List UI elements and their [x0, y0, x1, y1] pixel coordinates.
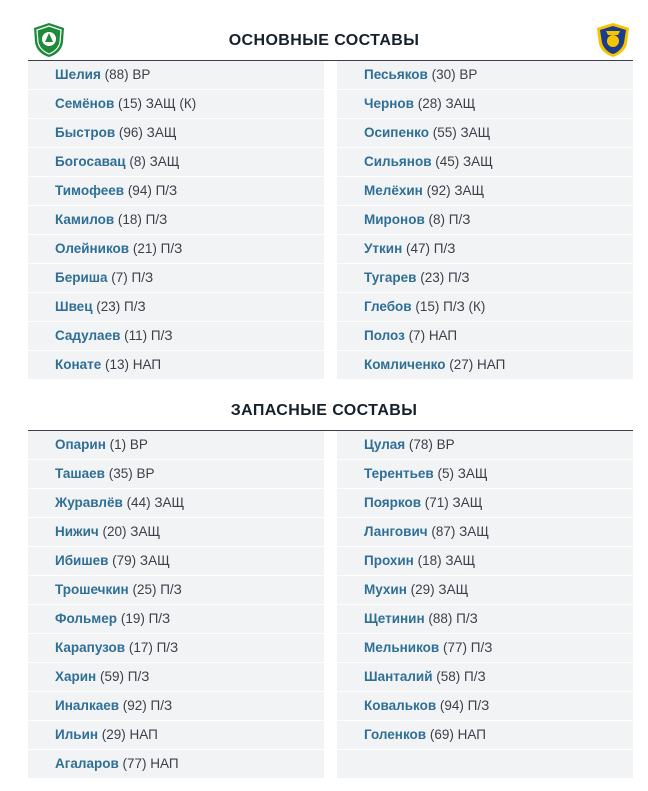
player-name-link[interactable]: Бериша	[55, 270, 108, 285]
player-number-position: (19) П/З	[120, 611, 171, 626]
player-name-link[interactable]: Сильянов	[364, 154, 432, 169]
player-number-position: (15) П/З (К)	[415, 299, 486, 314]
player-name-link[interactable]: Полоз	[364, 328, 405, 343]
player-name-link[interactable]: Комличенко	[364, 357, 446, 372]
player-name-link[interactable]: Опарин	[55, 437, 106, 452]
player-number-position: (1) ВР	[109, 437, 148, 452]
player-row	[28, 177, 324, 205]
player-name-link[interactable]: Глебов	[364, 299, 412, 314]
player-name-link[interactable]: Песьяков	[364, 67, 428, 82]
player-number-position: (7) НАП	[408, 328, 458, 343]
player-number-position: (35) ВР	[108, 466, 155, 481]
player-row	[337, 119, 633, 147]
player-name-link[interactable]: Быстров	[55, 125, 116, 140]
player-number-position: (92) П/З	[122, 698, 173, 713]
player-row	[337, 489, 633, 517]
player-name-link[interactable]: Садулаев	[55, 328, 121, 343]
player-row	[28, 547, 324, 575]
player-row	[337, 293, 633, 321]
player-number-position: (78) ВР	[408, 437, 455, 452]
player-name-link[interactable]: Осипенко	[364, 125, 429, 140]
player-number-position: (23) П/З	[96, 299, 146, 314]
player-name-link[interactable]: Чернов	[364, 96, 414, 111]
player-name-link[interactable]: Прохин	[364, 553, 414, 568]
player-name-link[interactable]: Олейников	[55, 241, 130, 256]
player-name-link[interactable]: Нижич	[55, 524, 99, 539]
player-number-position: (59) П/З	[99, 669, 150, 684]
player-number-position: (94) П/З	[127, 183, 178, 198]
player-row	[28, 518, 324, 546]
player-number-position: (58) П/З	[436, 669, 486, 684]
player-name-link[interactable]: Шелия	[55, 67, 101, 82]
player-number-position: (23) П/З	[420, 270, 470, 285]
player-name-link[interactable]: Ибишев	[55, 553, 109, 568]
player-number-position: (29) ЗАЩ	[410, 582, 469, 597]
player-row	[337, 264, 633, 292]
sub-lineups-title: ЗАПАСНЫЕ СОСТАВЫ	[230, 402, 418, 419]
player-row	[28, 235, 324, 263]
player-row	[28, 264, 324, 292]
player-name-link[interactable]: Миронов	[364, 212, 425, 227]
player-name-link[interactable]: Лангович	[364, 524, 428, 539]
player-number-position: (30) ВР	[431, 67, 478, 82]
home-sub-list	[28, 431, 324, 779]
player-name-link[interactable]: Семёнов	[55, 96, 115, 111]
player-number-position: (71) ЗАЩ	[424, 495, 483, 510]
player-row	[28, 322, 324, 350]
player-number-position: (17) П/З	[128, 640, 179, 655]
player-row	[28, 90, 324, 118]
player-row	[337, 663, 633, 691]
player-name-link[interactable]: Ковальков	[364, 698, 437, 713]
player-row	[28, 489, 324, 517]
player-number-position: (5) ЗАЩ	[437, 466, 488, 481]
player-number-position: (18) ЗАЩ	[417, 553, 476, 568]
player-number-position: (88) П/З	[428, 611, 478, 626]
player-name-link[interactable]: Шанталий	[364, 669, 433, 684]
player-number-position: (94) П/З	[439, 698, 490, 713]
player-name-link[interactable]: Тугарев	[364, 270, 417, 285]
player-row	[337, 692, 633, 720]
player-number-position: (55) ЗАЩ	[432, 125, 491, 140]
player-number-position: (92) ЗАЩ	[426, 183, 485, 198]
player-number-position: (87) ЗАЩ	[431, 524, 489, 539]
player-row	[337, 634, 633, 662]
player-number-position: (45) ЗАЩ	[435, 154, 493, 169]
player-row	[337, 148, 633, 176]
player-number-position: (77) НАП	[122, 756, 179, 771]
player-row	[28, 431, 324, 459]
player-name-link[interactable]: Харин	[55, 669, 97, 684]
player-row	[28, 148, 324, 176]
player-row	[337, 518, 633, 546]
player-row	[337, 235, 633, 263]
player-row	[28, 460, 324, 488]
player-name-link[interactable]: Голенков	[364, 727, 427, 742]
player-name-link[interactable]: Фольмер	[55, 611, 118, 626]
player-row	[337, 206, 633, 234]
player-number-position: (8) ЗАЩ	[129, 154, 180, 169]
player-row	[28, 663, 324, 691]
player-number-position: (44) ЗАЩ	[126, 495, 185, 510]
player-name-link[interactable]: Карапузов	[55, 640, 126, 655]
player-row	[337, 322, 633, 350]
player-row	[28, 61, 324, 89]
player-number-position: (79) ЗАЩ	[112, 553, 170, 568]
player-row	[28, 721, 324, 749]
player-row	[337, 460, 633, 488]
away-sub-list	[337, 431, 633, 779]
player-name-link[interactable]: Мухин	[364, 582, 407, 597]
player-number-position: (15) ЗАЩ (К)	[118, 96, 197, 111]
player-number-position: (13) НАП	[105, 357, 162, 372]
player-row	[28, 351, 324, 379]
player-row	[28, 634, 324, 662]
player-row	[337, 721, 633, 749]
player-row	[28, 576, 324, 604]
player-number-position: (28) ЗАЩ	[417, 96, 476, 111]
player-number-position: (88) ВР	[104, 67, 151, 82]
player-number-position: (96) ЗАЩ	[118, 125, 177, 140]
player-name-link[interactable]: Конате	[55, 357, 102, 372]
player-row	[337, 547, 633, 575]
player-number-position: (18) П/З	[117, 212, 168, 227]
player-name-link[interactable]: Трошечкин	[55, 582, 129, 597]
player-row	[28, 119, 324, 147]
player-row	[28, 293, 324, 321]
main-lineups-title: ОСНОВНЫЕ СОСТАВЫ	[228, 32, 420, 49]
player-row	[28, 750, 324, 778]
player-name-link[interactable]: Камилов	[55, 212, 115, 227]
player-number-position: (25) П/З	[132, 582, 182, 597]
player-name-link[interactable]: Ильин	[55, 727, 99, 742]
player-number-position: (29) НАП	[101, 727, 158, 742]
player-row	[337, 351, 633, 379]
player-row	[337, 431, 633, 459]
player-number-position: (47) П/З	[406, 241, 456, 256]
player-name-link[interactable]: Мелёхин	[364, 183, 423, 198]
lineups-header	[0, 0, 648, 62]
player-name-link[interactable]: Терентьев	[364, 466, 434, 481]
player-name-link[interactable]: Богосавац	[55, 154, 126, 169]
player-name-link[interactable]: Журавлёв	[55, 495, 123, 510]
player-row	[337, 90, 633, 118]
player-row	[337, 576, 633, 604]
player-number-position: (21) П/З	[132, 241, 183, 256]
home-main-list	[28, 61, 324, 380]
player-name-link[interactable]: Ташаев	[55, 466, 105, 481]
player-number-position: (69) НАП	[429, 727, 486, 742]
player-name-link[interactable]: Щетинин	[364, 611, 425, 626]
player-number-position: (20) ЗАЩ	[102, 524, 161, 539]
player-name-link[interactable]: Тимофеев	[55, 183, 125, 198]
away-main-list	[337, 61, 633, 380]
player-row	[28, 605, 324, 633]
player-row	[28, 692, 324, 720]
player-name-link[interactable]: Поярков	[364, 495, 422, 510]
player-name-link[interactable]: Агаларов	[55, 756, 119, 771]
player-name-link[interactable]: Уткин	[364, 241, 403, 256]
player-number-position: (77) П/З	[442, 640, 493, 655]
player-row	[337, 177, 633, 205]
player-name-link[interactable]: Мельников	[364, 640, 440, 655]
player-name-link[interactable]: Иналкаев	[55, 698, 120, 713]
player-number-position: (8) П/З	[428, 212, 471, 227]
player-row	[28, 206, 324, 234]
player-number-position: (7) П/З	[111, 270, 154, 285]
player-number-position: (27) НАП	[449, 357, 506, 372]
player-row	[337, 750, 633, 778]
player-name-link[interactable]: Швец	[55, 299, 93, 314]
player-row	[337, 61, 633, 89]
player-row	[337, 605, 633, 633]
player-name-link[interactable]: Цулая	[364, 437, 406, 452]
player-number-position: (11) П/З	[124, 328, 173, 343]
